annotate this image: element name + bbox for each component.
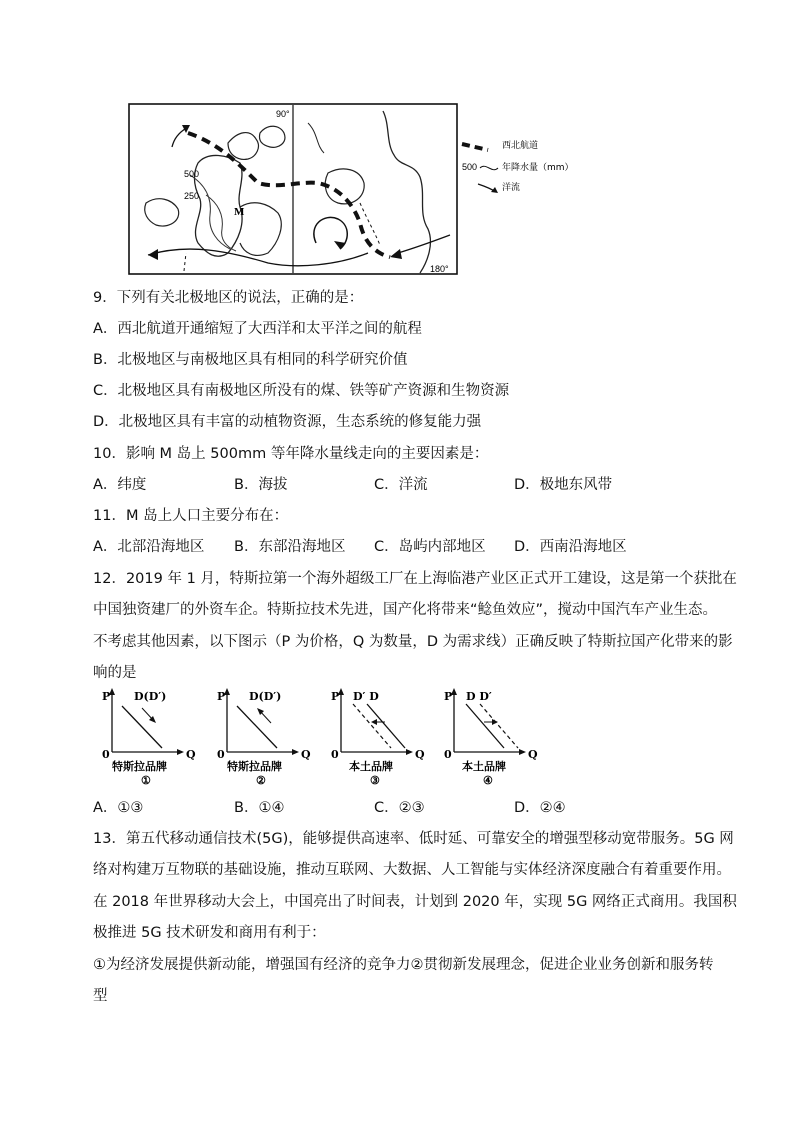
graph3-number: ③	[370, 774, 380, 787]
q12-option-a: A．①③	[93, 800, 144, 816]
demand-graph-3	[329, 688, 434, 788]
q11-option-d: D．西南沿海地区	[514, 539, 627, 555]
q9-option-b: B．北极地区与南极地区具有相同的科学研究价值	[93, 352, 408, 368]
graph2-origin-label: 0	[217, 748, 225, 761]
legend-isohyet-value: 500	[462, 162, 478, 172]
q9-option-d: D．北极地区具有丰富的动植物资源，生态系统的修复能力强	[93, 414, 482, 430]
graph4-caption: 本土品牌	[462, 760, 506, 773]
q13-line-1: 13．第五代移动通信技术(5G)，能够提供高速率、低时延、可靠安全的增强型移动宽带服务。5G 网	[93, 831, 734, 847]
q13-line-5: ①为经济发展提供新动能，增强国有经济的竞争力②贯彻新发展理念，促进企业业务创新和服务转	[93, 957, 714, 973]
label-180: 180°	[430, 264, 449, 274]
q11-option-a: A．北部沿海地区	[93, 539, 205, 555]
q11-option-c: C．岛屿内部地区	[374, 539, 486, 555]
q12-line-2: 中国独资建厂的外资车企。特斯拉技术先进，国产化将带来“鲶鱼效应”，搅动中国汽车产业生态。	[93, 602, 718, 618]
q12-option-c: C．②③	[374, 800, 425, 816]
label-island-m: M	[234, 206, 245, 218]
graph2-number: ②	[256, 774, 266, 787]
q13-line-6: 型	[93, 988, 108, 1004]
q12-option-d: D．②④	[514, 800, 566, 816]
graph4-curve-label: D D′	[466, 690, 492, 703]
q9-option-c: C．北极地区具有南极地区所没有的煤、铁等矿产资源和生物资源	[93, 383, 510, 399]
demand-graph-4	[442, 688, 547, 788]
q9-option-a: A．西北航道开通缩短了大西洋和太平洋之间的航程	[93, 321, 422, 337]
q11-stem: 11．M 岛上人口主要分布在：	[93, 508, 289, 524]
q13-line-3: 在 2018 年世界移动大会上，中国亮出了时间表，计划到 2020 年，实现 5G 网络正式商用。我国积	[93, 894, 737, 910]
map-legend	[458, 130, 598, 210]
q12-line-1: 12．2019 年 1 月，特斯拉第一个海外超级工厂在上海临港产业区正式开工建设，这是第一个获批在	[93, 571, 737, 587]
legend-current-label: 洋流	[502, 183, 521, 193]
q12-line-4: 响的是	[93, 665, 137, 681]
q10-option-a: A．纬度	[93, 477, 147, 493]
graph1-demand-line	[122, 706, 162, 748]
graph2-caption: 特斯拉品牌	[227, 760, 282, 773]
label-90: 90°	[276, 109, 290, 119]
graph2-q-label: Q	[301, 748, 311, 761]
arctic-map-figure	[128, 103, 458, 275]
graph3-p-label: P	[331, 690, 340, 703]
graph3-q-label: Q	[415, 748, 425, 761]
graph1-caption: 特斯拉品牌	[112, 760, 167, 773]
graph2-demand-line	[237, 706, 277, 748]
legend-route-symbol	[462, 144, 488, 150]
q12-option-b: B．①④	[234, 800, 285, 816]
graph3-caption: 本土品牌	[349, 760, 393, 773]
graph2-p-label: P	[217, 690, 226, 703]
q10-option-c: C．洋流	[374, 477, 428, 493]
q10-option-d: D．极地东风带	[514, 477, 613, 493]
demand-graph-1	[100, 688, 205, 788]
graph3-curve-label: D′ D	[353, 690, 379, 703]
label-isohyet-250: 250	[184, 191, 200, 201]
graph4-p-label: P	[444, 690, 453, 703]
q11-option-b: B．东部沿海地区	[234, 539, 346, 555]
q12-line-3: 不考虑其他因素，以下图示（P 为价格，Q 为数量，D 为需求线）正确反映了特斯拉国产化带来的影	[93, 634, 733, 650]
q13-line-4: 极推进 5G 技术研发和商用有利于：	[93, 925, 326, 941]
q13-line-2: 络对构建万互物联的基础设施，推动互联网、大数据、人工智能与实体经济深度融合有着重要作用。	[93, 862, 731, 878]
graph4-origin-label: 0	[444, 748, 452, 761]
graph1-curve-label: D(D′)	[134, 690, 167, 703]
q10-stem: 10．影响 M 岛上 500mm 等年降水量线走向的主要因素是：	[93, 446, 489, 462]
legend-isohyet-label: 年降水量（mm）	[502, 163, 574, 173]
legend-route-label: 西北航道	[502, 141, 539, 151]
graph1-number: ①	[141, 774, 151, 787]
graph1-p-label: P	[102, 690, 111, 703]
graph2-curve-label: D(D′)	[249, 690, 282, 703]
label-isohyet-500: 500	[184, 169, 200, 179]
graph4-q-label: Q	[528, 748, 538, 761]
graph1-q-label: Q	[186, 748, 196, 761]
q9-stem: 9．下列有关北极地区的说法，正确的是：	[93, 290, 364, 306]
legend-isohyet-symbol	[480, 166, 498, 169]
graph3-origin-label: 0	[331, 748, 339, 761]
q10-option-b: B．海拔	[234, 477, 288, 493]
demand-graph-2	[215, 688, 320, 788]
graph4-number: ④	[483, 774, 493, 787]
graph1-origin-label: 0	[102, 748, 110, 761]
